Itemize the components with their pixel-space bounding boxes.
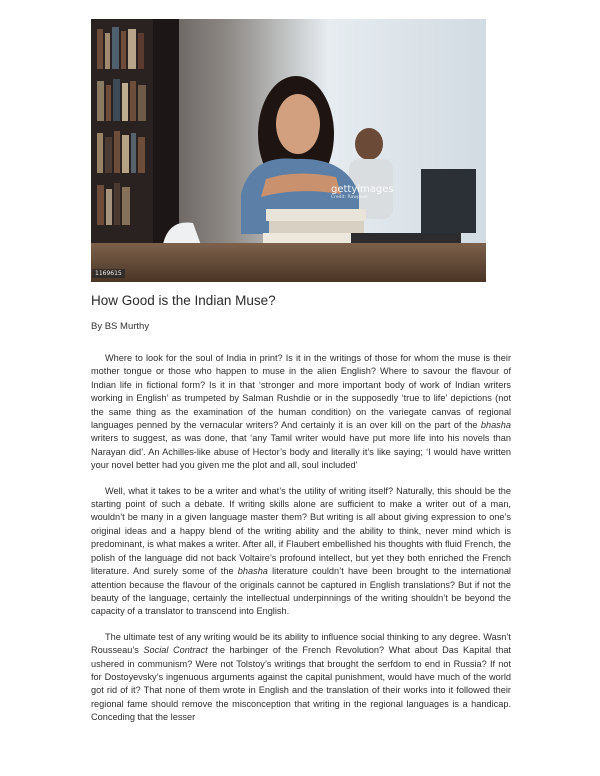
article-title: How Good is the Indian Muse? — [91, 293, 276, 308]
paragraph-3: The ultimate test of any writing would be its ability to influence social thinking to any degree. Wasn’t Rousseau’s Social Contract the harbinger of the French Revolution? What about Das Kapital that ushered in communism? Were not Tolstoy’s writings that brought the serfdom to end in Russia? If not for Dostoyevsky’s ingenuous arguments against the capital punishment, would have much of the world got rid of it? That none of them wrote in English and the translation of their works into it followed their regional fame should remove the misconception that writing in the regional languages is a handicap. Conceding that the lesser — [91, 631, 511, 723]
library-scene-image — [91, 19, 486, 282]
paragraph-1: Where to look for the soul of India in print? Is it in the writings of those for whom the muse is their mother tongue or those who happen to muse in the alien English? Where to savour the flavour of Indian life in fictional form? Is it in that ‘stronger and more important body of work of Indian writers working in English’ as trumpeted by Salman Rushdie or in the supposedly ‘true to life’ depictions (not the same thing as the examination of the human condition) on the variegate canvas of regional languages penned by the vernacular writers? And certainly it is an over kill on the part of the bhasha writers to suggest, as was done, that ‘any Tamil writer would have put more life into his novels than Narayan did’. An Achilles-like abuse of Hector’s body and literally it’s like saying; ‘I would have written your novel better had you given me the plot and all, soul included’ — [91, 353, 511, 471]
watermark: gettyimages Credit: Rawpixel — [331, 184, 394, 200]
article-photo — [91, 19, 486, 282]
article-byline: By BS Murthy — [91, 321, 150, 332]
article-body — [91, 352, 511, 737]
photo-id-label: 1169615 — [92, 269, 125, 278]
paragraph-2: Well, what it takes to be a writer and what’s the utility of writing itself? Naturally, this should be the starting point of such a debate. If writing skills alone are sufficient to make a writer out of a man, wouldn’t be many in a given language master them? But writing is all about giving expression to one’s original ideas and a happy blend of the writing ability and the ability to think, never mind which is predominant, is what makes a writer. After all, if Flaubert embellished his thoughts with fluid French, the polish of the language did not back Voltaire’s profound intellect, but yet they both enriched the French literature. And surely some of the bhasha literature couldn’t have been brought to the international attention because the flavour of the originals cannot be captured in English translations? But if not the beauty of the language, certainly the intellectual underpinnings of the writing shouldn’t be beyond the capacity of a translator to transcend into English. — [91, 485, 511, 617]
